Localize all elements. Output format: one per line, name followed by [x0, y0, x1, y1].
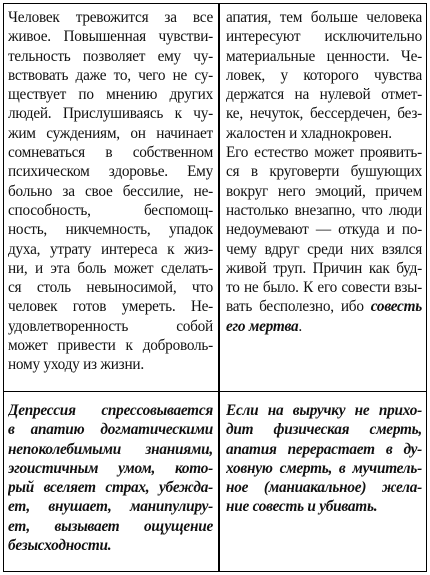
- cell-right-bottom: [226, 401, 422, 517]
- text-line: настолько внезапно, что люди: [226, 201, 422, 219]
- text-line: ет, вызывает ощущение: [8, 517, 213, 535]
- text-line: ет, внушает, манипулиру-: [8, 498, 213, 516]
- text-line: людей. Прислушиваясь к чу-: [8, 105, 213, 123]
- text-line: дит физическая смерть,: [226, 421, 422, 439]
- emphasis-text: его мертва: [226, 317, 299, 335]
- row-divider-right: [220, 391, 427, 392]
- text-line: человек готов умереть. Не-: [8, 298, 213, 316]
- text-line: живое. Повышенная чувстви-: [8, 28, 213, 46]
- text-line: ние совесть и убивать.: [226, 498, 378, 516]
- text-line: [226, 317, 422, 336]
- text-line: вокруг него эмоций, причем: [226, 182, 422, 200]
- text-line: тельность позволяет ему чу-: [8, 47, 213, 65]
- text-line: живой труп. Причин как буд-: [226, 259, 422, 277]
- text-line: непоколебимыми знаниями,: [8, 440, 213, 458]
- text-line: рый вселяет страх, убеждa-: [8, 479, 213, 497]
- row-divider-left: [3, 391, 218, 392]
- text-line: апатия, тем больше человека: [226, 9, 422, 26]
- text-line: материальные ценности. Че-: [226, 47, 422, 65]
- text-line: может привести к доброволь-: [8, 337, 213, 355]
- text-line: Человек тревожится за все: [8, 9, 213, 26]
- text-line: способность, беспомощ-: [8, 201, 213, 219]
- text-run: .: [298, 317, 302, 335]
- text-line: ность, никчемность, упадок: [8, 221, 213, 239]
- text-line: духа, утрату интереса к жиз-: [8, 240, 213, 258]
- text-line: ному уходу из жизни.: [8, 356, 144, 374]
- text-line: ховную смерть, в мучитель-: [226, 459, 422, 477]
- text-line: чему вдруг среди них взялся: [226, 240, 422, 258]
- text-line: психическом здоровье. Ему: [8, 163, 213, 181]
- text-line: интересуют исключительно: [226, 28, 422, 46]
- text-line: держатся на нулевой отмет-: [226, 86, 422, 104]
- text-line: то не было. К его совести взы-: [226, 279, 422, 297]
- text-line: ловек, у которого чувства: [226, 66, 422, 84]
- text-line: безысходности.: [8, 537, 112, 555]
- text-run: вать бесполезно, ибо: [226, 298, 371, 316]
- text-line: ся столь невыносимой, что: [8, 279, 213, 297]
- text-line: жалостен и хладнокровен.: [226, 124, 392, 142]
- text-line: эгоистичным умом, кото-: [8, 459, 213, 477]
- text-line: [226, 297, 422, 316]
- text-line: больно за свое бессилие, не-: [8, 182, 213, 200]
- text-line: ке, нечуток, бессердечен, без-: [226, 105, 422, 123]
- text-line: сомневаться в собственном: [8, 144, 213, 162]
- text-line: ное (маниакальное) жела-: [226, 479, 422, 497]
- text-line: в апатию догматическими: [8, 421, 213, 439]
- cell-left-bottom: [8, 401, 213, 555]
- cell-left-top: [8, 8, 213, 375]
- text-line: жим суждениям, он начинает: [8, 124, 213, 142]
- text-line: Его естество может проявить-: [226, 144, 422, 162]
- text-line: апатия перерастает в ду-: [226, 440, 422, 458]
- text-line: ществует по мнению других: [8, 86, 213, 104]
- text-line: недоумевают — откуда и по-: [226, 221, 422, 239]
- emphasis-text: совесть: [370, 298, 422, 316]
- text-line: Депрессия спрессовывается: [8, 402, 213, 419]
- text-line: вствовать даже то, чего не су-: [8, 66, 213, 84]
- text-line: ни, и эта боль может сделать-: [8, 259, 213, 277]
- text-line: удовлетворенность собой: [8, 317, 213, 335]
- text-line: Если на выручку не прихо-: [226, 402, 422, 419]
- cell-right-top: [226, 8, 422, 336]
- column-divider: [218, 3, 220, 572]
- text-line: ся в круговерти бушующих: [226, 163, 422, 181]
